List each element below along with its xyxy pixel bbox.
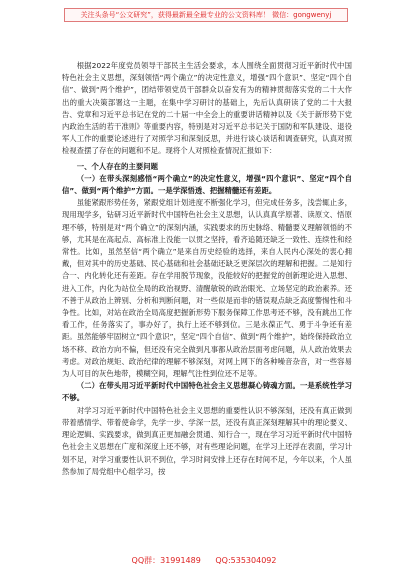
intro-paragraph: 根据2022年度党员领导干部民主生活会要求，本人围绕全面贯彻习近平新时代中国特色社会主义思想，深刻领悟“两个确立”的决定性意义，增强“四个意识”、坚定“四个自信”、做到“两个维护”，团结带领党员干部群众以奋发有为的精神贯彻落实党的二十大作出的重大决策部署这一主题，在集中学习研讨的基础上，先后认真研读了党的二十大报告、党章和习近平总书记在党的二十届一中全会上的重要讲话精神以及《关于新形势下党内政治生活的若干准则》等重要内容，特别是对习近平总书记关于国防和军队建设、退役军人工作的重要论述进行了对照学习和深刻反思，并进行谈心谈话和调查研究，认真对照检视查摆了存在的问题和不足。现将个人对照检查情况汇报如下： <box>62 61 352 156</box>
subsection-1-body: 虽能紧跟形势任务，紧跟党组计划进度不断强化学习，但完成任务多，浅尝辄止多，现用现学多，钻研习近平新时代中国特色社会主义思想，认认真真学原著、读原文、悟原理不够，特别是对“两个确立”的深刻内涵，实践要求的历史脉络、精髓要义理解领悟的不够，尤其是在高起点、高标准上没能一以贯之坚持，看齐追随还缺乏一致性、连续性和经常性。比如，虽然坚信“两个确立”是来自历史经验的选择，来自人民内心深处的衷心拥戴，但对其中的历史基础、民心基础和社会基础还缺乏更深层次的理解和把握。二是知行合一、内化转化还有差距。存在学用脱节现象，没能较好的把握党的创新理论进入思想、进入工作，内化为站位全局的政治视野、清醒敏锐的政治眼光、立场坚定的政治素养。还不善于从政治上辨别、分析和判断问题，对一些似是而非的错误观点缺乏高度警惕性和斗争性。比如，对站在政治全局高度把握新形势下服务保障工作思考还不够，没有跳出工作看工作，任务落实了，事办好了，执行上还不够到位。三是永葆正气、勇于斗争还有差距。虽然能够牢固树立“四个意识”，坚定“四个自信”、做到“两个维护”，始终保持政治立场不移、政治方向不偏，但还没有完全做到凡事都从政治层面考虑问题，从人政治效果去考虑。对政治规矩、政治纪律的理解不够深刻，对网上网下的各种噪音杂音，对一些容易为人可目的灰色地带，模糊空间，理解气注性到位还不足等。 <box>62 198 352 379</box>
promo-banner[interactable]: 关注头条号“公文研究”，获得最新最全最专业的公文资料库！ 微信：gongwenyj <box>64 8 348 22</box>
contact-footer <box>0 555 408 566</box>
qq-number-text: QQ:535304092 <box>215 556 277 565</box>
subsection-heading-1: （一）在带头深刻感悟“两个确立”的决定性意义，增强“四个意识”、坚定“四个自信”、做到“两个维护”方面。一是学深悟透、把握精髓还有差距。 <box>62 173 352 196</box>
subsection-2-body: 对学习习近平新时代中国特色社会主义思想的重要性认识不够深刻，还没有真正做到带着感情学、带着使命学，先学一步、学深一层，还没有真正深刻理解其中的理论要义、理论逻辑、实践要求，做到真正更加融会贯通、知行合一，现在学习习近平新时代中国特色社会主义思想在广度和深度上还不够，对有些理论问题，在学习上还浮在表面，学习计划不足，对学习重要性认识不到位，学习时间安排上还存在时间不足，今年以来，个人虽然参加了局党组中心组学习，按 <box>62 405 352 476</box>
section-heading: 一、个人存在的主要问题 <box>76 161 159 171</box>
document-body <box>62 60 352 478</box>
subsection-heading-2: （二）在带头用习近平新时代中国特色社会主义思想凝心铸魂方面。一是系统性学习不够。 <box>62 381 352 403</box>
qq-group-text: QQ群：31991489 <box>131 556 201 565</box>
